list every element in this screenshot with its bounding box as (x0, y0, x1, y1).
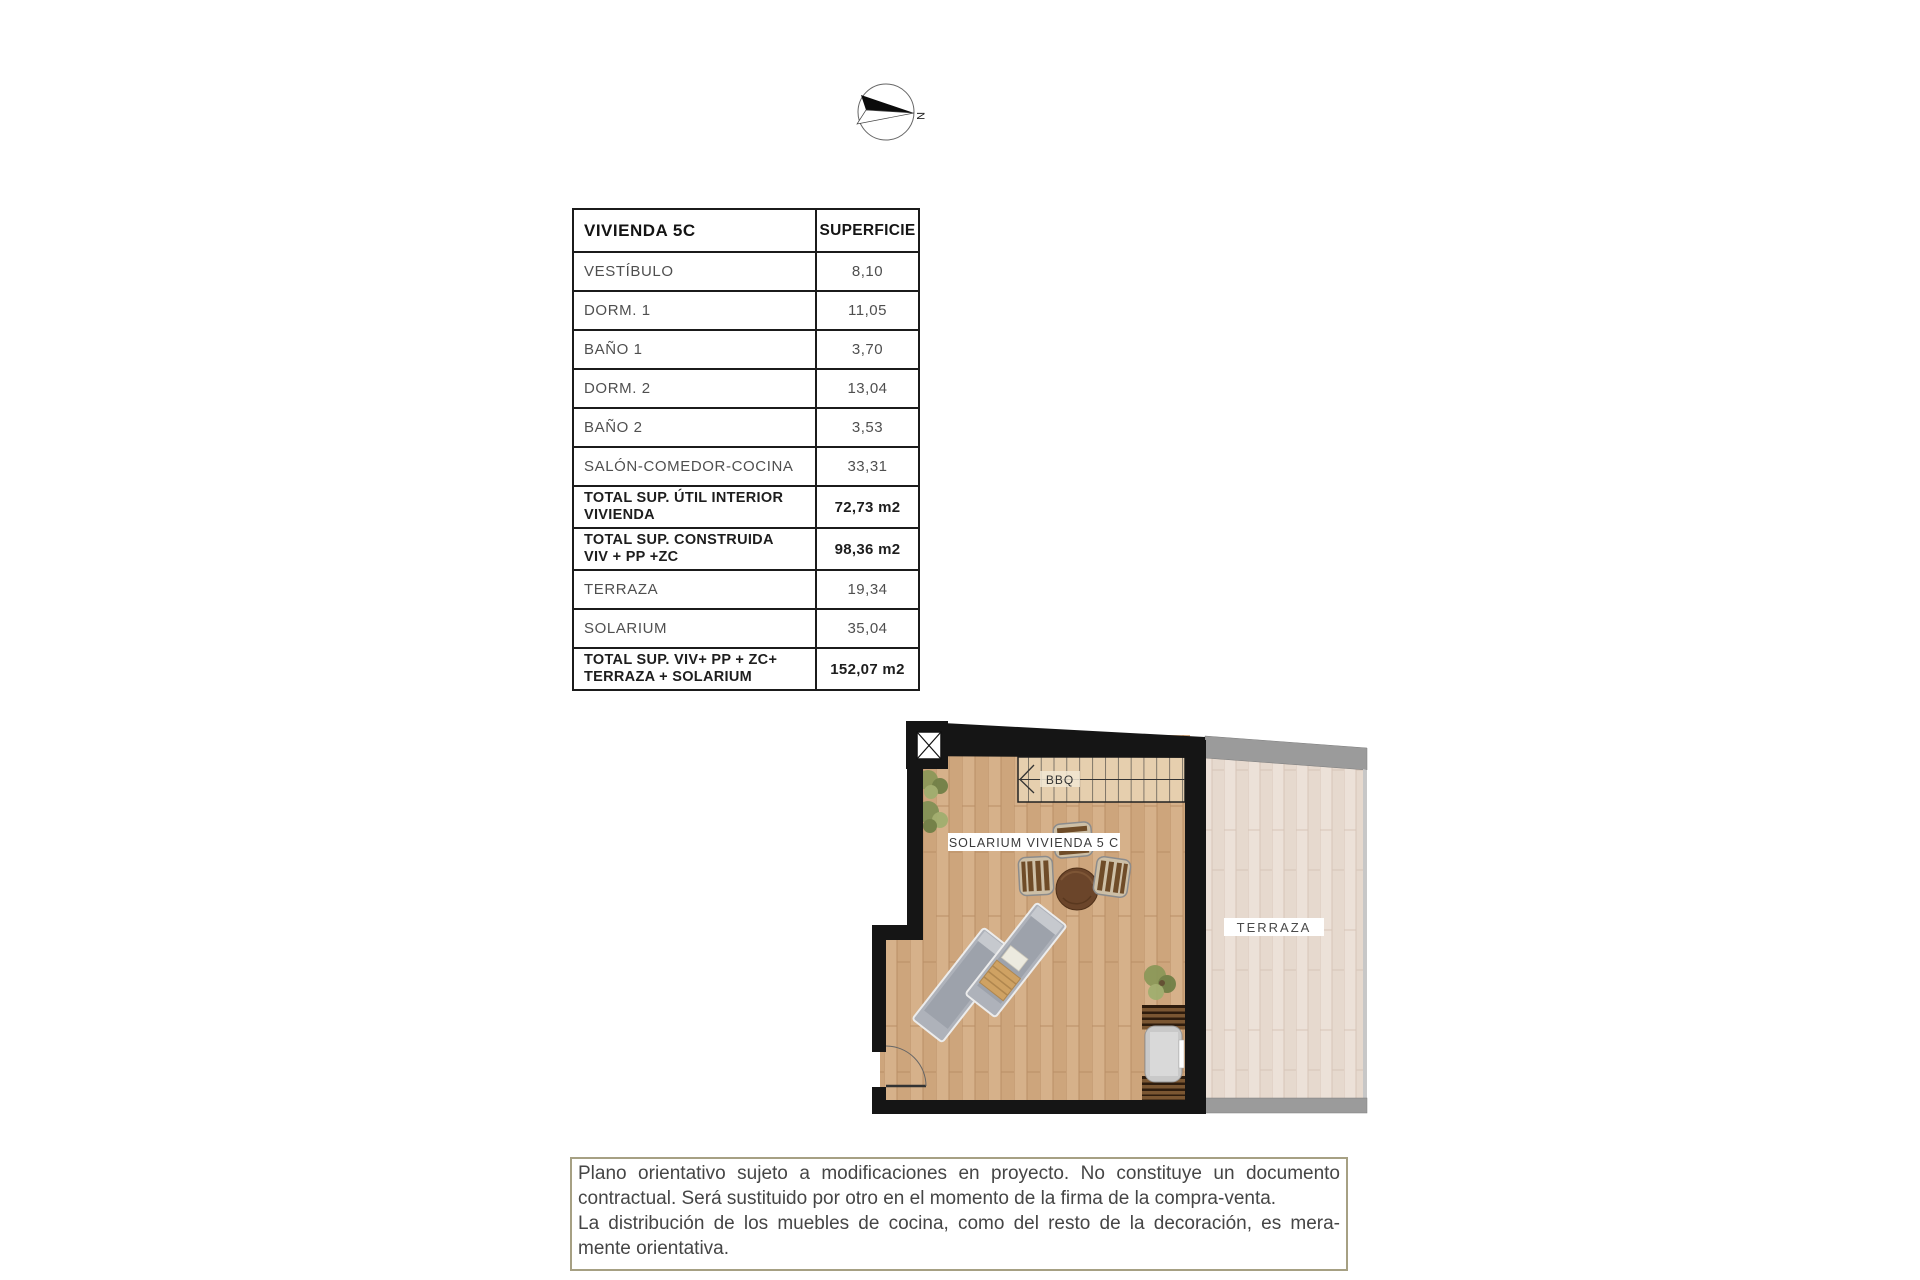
row-label: BAÑO 1 (574, 331, 817, 368)
surface-table (572, 208, 920, 691)
round-table (1056, 868, 1098, 910)
row-label-line1: TOTAL SUP. CONSTRUIDA (584, 532, 774, 548)
disclaimer-box (570, 1157, 1348, 1271)
row-value: 8,10 (851, 263, 884, 280)
table-row (574, 407, 918, 446)
row-value: 3,53 (851, 419, 884, 436)
chair (1018, 856, 1054, 896)
table-header-row (574, 210, 918, 251)
floor-plan (855, 710, 1380, 1125)
north-label: N (914, 112, 926, 120)
table-row (574, 368, 918, 407)
table-row (574, 290, 918, 329)
table-row-total (574, 485, 918, 527)
row-value: 33,31 (847, 458, 888, 475)
svg-text:TERRAZA: TERRAZA (1236, 920, 1312, 935)
shaft-x-box (917, 732, 941, 759)
disclaimer-line: contractual. Será sustituido por otro en el momento de la firma de la compra-venta. (578, 1188, 1277, 1209)
row-label: SOLARIUM (574, 610, 817, 647)
staircase (1018, 757, 1185, 802)
row-value: 72,73 m2 (834, 498, 901, 516)
row-value: 19,34 (847, 581, 888, 598)
deck-chair (1142, 1005, 1185, 1100)
row-label-line2: TERRAZA + SOLARIUM (584, 669, 752, 685)
disclaimer-line: La distribución de los muebles de cocina, como del resto de la decoración, es mera- (578, 1213, 1340, 1234)
table-row (574, 251, 918, 290)
table-row (574, 569, 918, 608)
table-row (574, 608, 918, 647)
row-value: 13,04 (847, 380, 888, 397)
terraza-bottom-wall (1205, 1098, 1367, 1113)
table-row-total (574, 647, 918, 689)
row-label (574, 529, 817, 569)
row-label: TERRAZA (574, 571, 817, 608)
row-label: DORM. 2 (574, 370, 817, 407)
row-label (574, 487, 817, 527)
table-row-total (574, 527, 918, 569)
row-label-line2: VIVIENDA (584, 507, 655, 523)
disclaimer-line: mente orientativa. (578, 1238, 730, 1259)
row-label-line1: TOTAL SUP. VIV+ PP + ZC+ (584, 652, 778, 668)
table-row (574, 329, 918, 368)
disclaimer-line: Plano orientativo sujeto a modificaciones en proyecto. No constituye un documento (578, 1163, 1340, 1184)
row-value: 11,05 (848, 302, 887, 319)
compass-north-icon (840, 60, 980, 170)
row-value: 35,04 (847, 620, 888, 637)
row-label: DORM. 1 (574, 292, 817, 329)
chair (1093, 856, 1132, 898)
row-value: 3,70 (851, 341, 884, 358)
row-label: VESTÍBULO (574, 253, 817, 290)
row-label-line1: TOTAL SUP. ÚTIL INTERIOR (584, 490, 784, 506)
row-label: BAÑO 2 (574, 409, 817, 446)
terraza-label (1224, 918, 1324, 936)
row-label: SALÓN-COMEDOR-COCINA (574, 448, 817, 485)
row-label-line2: VIV + PP +ZC (584, 549, 679, 565)
solarium-label (948, 833, 1120, 851)
table-header-dwelling: VIVIENDA 5C (574, 210, 817, 251)
table-header-surface: SUPERFICIE (819, 221, 916, 239)
row-value: 152,07 m2 (830, 660, 905, 678)
terraza-right-edge (1363, 769, 1367, 1098)
bbq-label: BBQ (1045, 773, 1075, 787)
table-row (574, 446, 918, 485)
row-value: 98,36 m2 (834, 540, 901, 558)
svg-text:SOLARIUM VIVIENDA 5 C: SOLARIUM VIVIENDA 5 C (948, 836, 1120, 850)
row-label (574, 649, 817, 689)
